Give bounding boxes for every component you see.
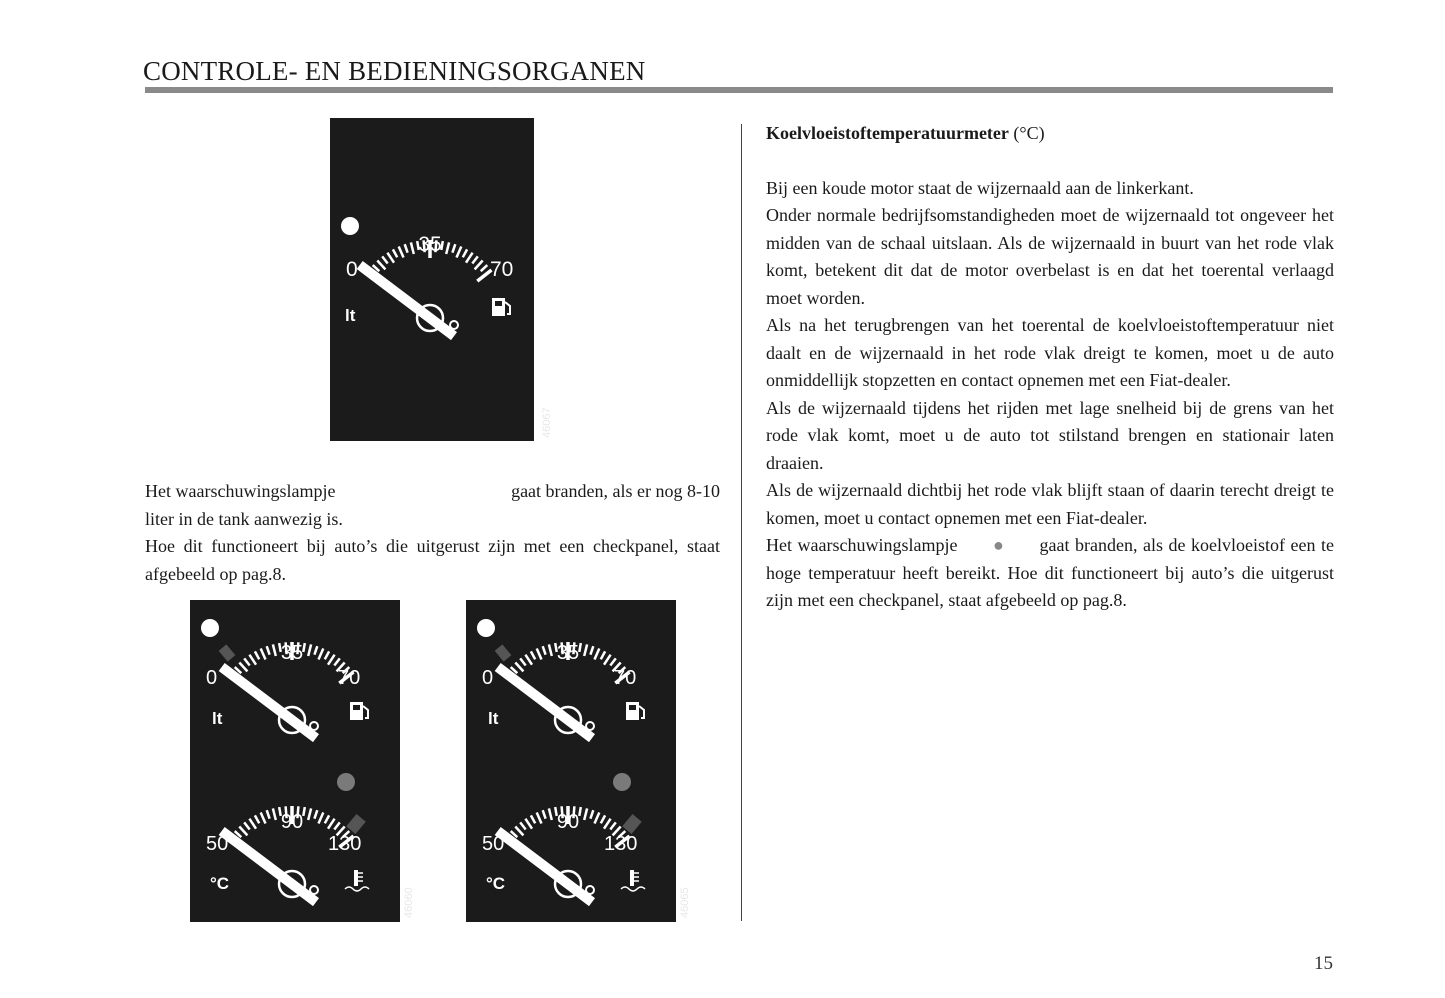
gauge-tick xyxy=(303,643,305,652)
paragraph-6-part2: gaat branden, als de koelvloeistof een te hoge temperatuur heeft bereikt. Hoe dit functioneert bij auto’s die uitgerust zijn met een checkpanel, staat afgebeeld op pag.8. xyxy=(766,535,1334,610)
warning-part1: Het waarschuwingslampje xyxy=(145,481,336,501)
header-rule xyxy=(145,87,1333,93)
overheat-lamp xyxy=(337,773,355,791)
unit-label: lt xyxy=(488,709,499,728)
scale-max-label: 70 xyxy=(614,667,637,689)
paragraph-1: Bij een koude motor staat de wijzernaald aan de linkerkant. xyxy=(766,177,1194,198)
scale-min-label: 0 xyxy=(206,667,218,689)
unit-label: lt xyxy=(345,306,356,325)
paragraph-3: Als na het terugbrengen van het toerental de koelvloeistoftemperatuur niet daalt en de wijzernaald in het rode vlak dreigt te komen, moet u de auto onmiddellijk stopzetten en contact opnemen met een Fiat-dealer. xyxy=(766,315,1334,390)
warning-line xyxy=(145,478,720,506)
unit-label: °C xyxy=(210,874,230,893)
section-heading xyxy=(766,120,1334,148)
gauge-tick xyxy=(579,643,581,652)
gauge-tick xyxy=(303,807,305,816)
paragraph-6 xyxy=(766,532,1334,615)
scale-mid-label: 90 xyxy=(280,811,304,833)
paragraph-5: Als de wijzernaald dichtbij het rode vlak blijft staan of daarin terecht dreigt te komen, moet u contact opnemen met een Fiat-dealer. xyxy=(766,480,1334,528)
low-fuel-lamp xyxy=(201,619,219,637)
warning-part3: liter in de tank aanwezig is. xyxy=(145,508,343,529)
warning-part2: gaat branden, als er nog 8-10 xyxy=(511,481,720,501)
coolant-section xyxy=(766,120,1334,615)
section-heading-title: Koelvloeistoftemperatuurmeter xyxy=(766,123,1009,143)
section-heading-unit: (°C) xyxy=(1008,123,1045,143)
paragraph-2: Onder normale bedrijfsomstandigheden moet de wijzernaald tot ongeveer het midden van de schaal uitslaan. Als de wijzernaald in buurt van het rode vlak komt, betekent dit dat de motor overbelast is en dat het toerental verlaagd moet worden. xyxy=(766,205,1334,308)
unit-label: lt xyxy=(212,709,223,728)
figure-number: 46060 xyxy=(403,887,415,918)
column-divider xyxy=(741,124,742,921)
scale-min-label: 0 xyxy=(482,667,494,689)
combo-gauge-figure-left xyxy=(190,600,415,922)
scale-mid-label: 90 xyxy=(556,811,580,833)
low-fuel-lamp xyxy=(477,619,495,637)
scale-max-label: 70 xyxy=(490,258,514,281)
scale-max-label: 130 xyxy=(604,833,638,855)
scale-min-label: 50 xyxy=(482,833,505,855)
checkpanel-note: Hoe dit functioneert bij auto’s die uitgerust zijn met een checkpanel, staat afgebeeld op pag.8. xyxy=(145,536,720,584)
scale-max-label: 130 xyxy=(328,833,362,855)
warning-lamp-icon: ● xyxy=(993,535,1004,555)
scale-mid-label: 35 xyxy=(418,233,442,256)
unit-label: °C xyxy=(486,874,506,893)
scale-mid-label: 35 xyxy=(280,642,304,664)
low-fuel-lamp xyxy=(341,217,359,235)
scale-max-label: 70 xyxy=(338,667,361,689)
combo-gauge-figure-right xyxy=(466,600,691,922)
fuel-warning-text xyxy=(145,478,720,588)
fuel-gauge-figure xyxy=(330,118,553,441)
scale-min-label: 50 xyxy=(206,833,229,855)
overheat-lamp xyxy=(613,773,631,791)
figure-number: 46067 xyxy=(541,407,553,438)
scale-min-label: 0 xyxy=(346,258,358,281)
page-number: 15 xyxy=(1314,953,1333,974)
page-title: CONTROLE- EN BEDIENINGSORGANEN xyxy=(143,56,646,86)
scale-mid-label: 35 xyxy=(556,642,580,664)
paragraph-4: Als de wijzernaald tijdens het rijden met lage snelheid bij de grens van het rode vlak komt, moet u de auto tot stilstand brengen en stationair laten draaien. xyxy=(766,397,1334,473)
figure-number: 46065 xyxy=(679,887,691,918)
gauge-tick xyxy=(579,807,581,816)
paragraph-6-part1: Het waarschuwingslampje xyxy=(766,535,958,555)
